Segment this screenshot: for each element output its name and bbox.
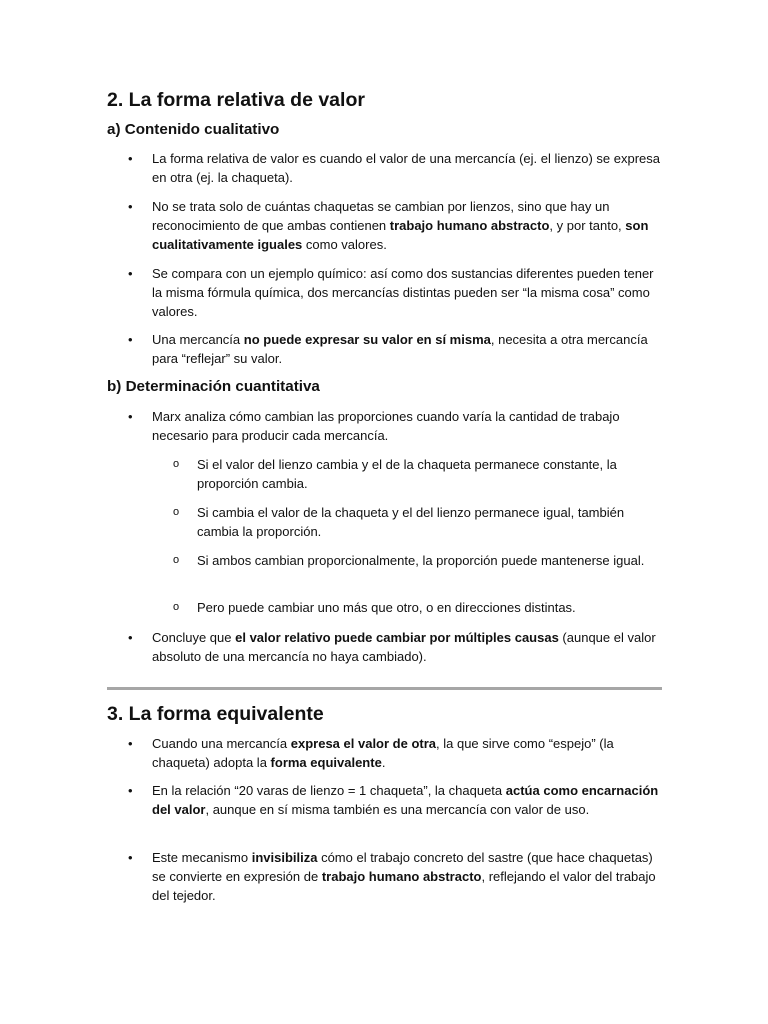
bold-text-segment: trabajo humano abstracto — [389, 218, 550, 233]
text-segment: (aunque el valor absoluto de una mercancía no haya cambiado). — [152, 630, 656, 664]
text-segment: Una mercancía — [152, 332, 244, 347]
bullet-icon: • — [128, 332, 133, 347]
text-segment: cómo el trabajo concreto del sastre (que hace chaquetas) se convierte en expresión de — [152, 850, 653, 884]
text-segment: Marx analiza cómo cambian las proporciones cuando varía la cantidad de trabajo necesario para producir cada mercancía. — [152, 409, 620, 443]
bullet-icon: • — [128, 783, 133, 798]
list-item — [152, 330, 662, 368]
bullet-icon: • — [128, 151, 133, 166]
list-item — [152, 197, 662, 254]
text-segment: No se trata solo de cuántas chaquetas se cambian por lienzos, sino que hay un reconocimiento de que ambas contienen — [152, 199, 610, 233]
text-segment: , y por tanto, — [549, 218, 626, 233]
sub-bullet-icon: o — [173, 458, 180, 470]
text-segment: Concluye que — [152, 630, 236, 645]
sub-list-item — [197, 503, 657, 541]
subsection-a-title: a) Contenido cualitativo — [107, 121, 280, 138]
bold-text-segment: no puede expresar su valor en sí misma — [243, 332, 491, 347]
bullet-icon: • — [128, 266, 133, 281]
text-segment: Cuando una mercancía — [152, 736, 291, 751]
bold-text-segment: el valor relativo puede cambiar por múltiples causas — [235, 630, 559, 645]
text-segment: como valores. — [302, 237, 387, 252]
list-item — [152, 848, 662, 905]
list-item — [152, 734, 662, 772]
text-segment: Si ambos cambian proporcionalmente, la proporción puede mantenerse igual. — [197, 553, 645, 568]
list-item — [152, 781, 662, 819]
bullet-icon: • — [128, 850, 133, 865]
text-segment: Pero puede cambiar uno más que otro, o en direcciones distintas. — [197, 600, 576, 615]
text-segment: , aunque en sí misma también es una mercancía con valor de uso. — [205, 802, 590, 817]
text-segment: En la relación “20 varas de lienzo = 1 chaqueta”, la chaqueta — [152, 783, 506, 798]
bullet-icon: • — [128, 630, 133, 645]
sub-bullet-icon: o — [173, 506, 180, 518]
sub-bullet-icon: o — [173, 601, 180, 613]
text-segment: Si cambia el valor de la chaqueta y el del lienzo permanece igual, también cambia la proporción. — [197, 505, 625, 539]
text-segment: , la que sirve como “espejo” (la chaqueta) adopta la — [152, 736, 614, 770]
bold-text-segment: invisibiliza — [251, 850, 318, 865]
bold-text-segment: actúa como encarnación del valor — [152, 783, 659, 817]
sub-list-item — [197, 598, 657, 617]
list-item — [152, 628, 662, 666]
section-2-title: 2. La forma relativa de valor — [107, 89, 365, 111]
bullet-icon: • — [128, 199, 133, 214]
bullet-icon: • — [128, 409, 133, 424]
subsection-b-title: b) Determinación cuantitativa — [107, 378, 320, 395]
list-item — [152, 407, 662, 445]
text-segment: Si el valor del lienzo cambia y el de la chaqueta permanece constante, la proporción cambia. — [197, 457, 617, 491]
text-segment: , necesita a otra mercancía para “reflejar” su valor. — [152, 332, 648, 366]
bold-text-segment: expresa el valor de otra — [290, 736, 437, 751]
sub-list-item — [197, 551, 657, 570]
bold-text-segment: trabajo humano abstracto — [321, 869, 482, 884]
list-item — [152, 264, 662, 321]
text-segment: , reflejando el valor del trabajo del tejedor. — [152, 869, 656, 903]
horizontal-divider — [107, 687, 662, 690]
bold-text-segment: forma equivalente — [270, 755, 382, 770]
text-segment: Este mecanismo — [152, 850, 252, 865]
text-segment: La forma relativa de valor es cuando el valor de una mercancía (ej. el lienzo) se expresa en otra (ej. la chaqueta). — [152, 151, 660, 185]
list-item — [152, 149, 662, 187]
section-3-title: 3. La forma equivalente — [107, 703, 324, 725]
bullet-icon: • — [128, 736, 133, 751]
sub-list-item — [197, 455, 657, 493]
sub-bullet-icon: o — [173, 554, 180, 566]
text-segment: . — [381, 755, 386, 770]
text-segment: Se compara con un ejemplo químico: así como dos sustancias diferentes pueden tener la misma fórmula química, dos mercancías distintas pueden ser “la misma cosa” como valores. — [152, 266, 654, 319]
bold-text-segment: son cualitativamente iguales — [152, 218, 649, 252]
